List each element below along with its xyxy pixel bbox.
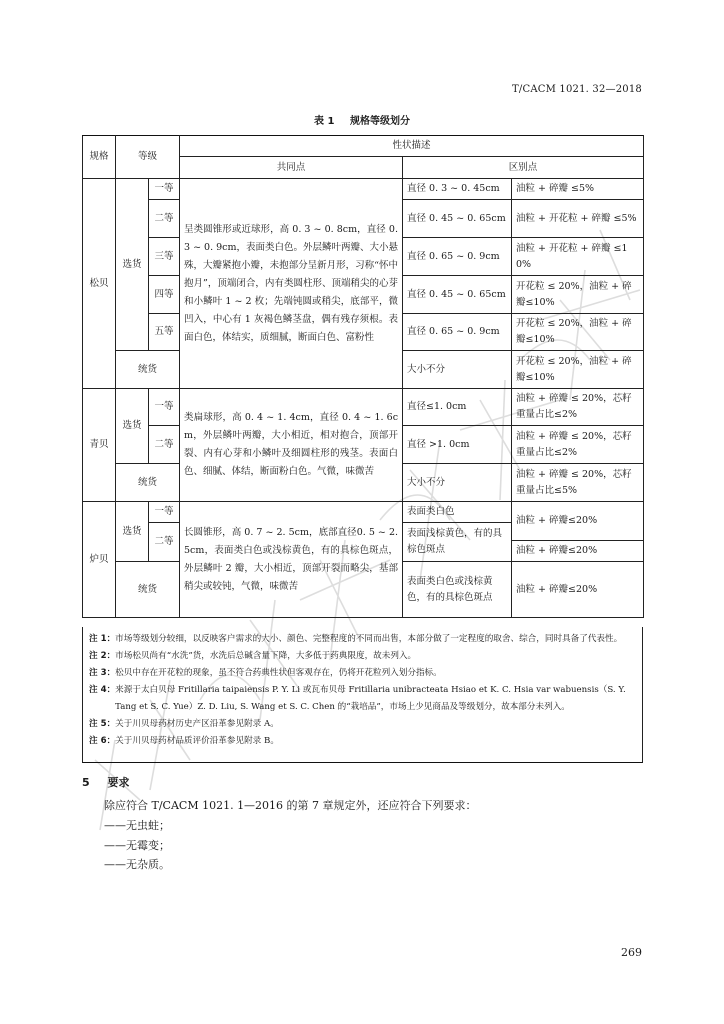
- requirement-item: ——无杂质。: [104, 858, 170, 871]
- grade-label: 二等: [149, 426, 180, 464]
- table-title: [0, 112, 724, 127]
- diameter-cell: 大小不分: [403, 351, 512, 389]
- spec-name-qingbei: 青贝: [83, 389, 116, 502]
- table-row: [83, 389, 644, 426]
- common-desc-qingbei: 类扁球形，高 0. 4 ~ 1. 4cm，直径 0. 4 ~ 1. 6cm，外层鳞叶两瓣，大小相近，相对抱合，顶部开裂、内有心芽和小鳞叶及细圆柱形的残茎。表面白色、细腻、体结，断面粉白色。气微，味微苦: [180, 389, 403, 502]
- diameter-cell: 直径 >1. 0cm: [403, 426, 512, 464]
- sub-selected: 选货: [116, 502, 149, 562]
- grade-label: 四等: [149, 276, 180, 314]
- grade-label: 三等: [149, 238, 180, 276]
- note-label: 注 2：: [89, 651, 116, 661]
- diameter-cell: 直径 0. 45 ~ 0. 65cm: [403, 200, 512, 238]
- note-text: 来源于太白贝母 Fritillaria taipaiensis P. Y. Li 或瓦布贝母 Fritillaria unibracteata Hsiao et K. C. Hsia var wabuensis（S. Y. Tang et S. C. Yue）Z. D. Liu, S. Wang et S. C. Chen 的“栽培品”，市场上少见商品及等级划分，故本部分未列入。: [115, 685, 626, 712]
- diameter-cell: 大小不分: [403, 464, 512, 502]
- note-text: 市场等级划分较细，以反映客户需求的大小、颜色、完整程度的不同而出售，本部分做了一定程度的取舍、综合，同时具备了代表性。: [115, 634, 623, 644]
- diameter-cell: 直径 0. 3 ~ 0. 45cm: [403, 179, 512, 200]
- header-grade: 等级: [116, 136, 180, 179]
- difference-cell: 油粒 + 碎瓣 ≤ 20%，芯籽重量占比≤2%: [512, 389, 644, 426]
- note-item: [89, 682, 636, 716]
- note-item: [89, 631, 636, 648]
- requirement-item: ——无虫蛀；: [104, 819, 170, 832]
- difference-cell: 开花粒 ≤ 20%，油粒 + 碎瓣≤10%: [512, 351, 644, 389]
- grade-table: [82, 135, 644, 618]
- section-intro: 除应符合 T/CACM 1021. 1—2016 的第 7 章规定外，还应符合下列要求：: [104, 799, 477, 812]
- grade-label: 二等: [149, 523, 180, 562]
- section-heading: [82, 774, 144, 790]
- note-label: 注 5：: [89, 719, 116, 729]
- diameter-cell: 表面类白色或浅棕黄色，有的具棕色斑点: [403, 562, 512, 618]
- difference-cell: 油粒 + 开花粒 + 碎瓣 ≤10%: [512, 238, 644, 276]
- header-spec: 规格: [83, 136, 116, 179]
- difference-cell: 油粒 + 碎瓣 ≤5%: [512, 179, 644, 200]
- difference-cell: 油粒 + 碎瓣≤20%: [512, 541, 644, 562]
- table-notes: [82, 627, 643, 763]
- grade-label: 二等: [149, 200, 180, 238]
- note-item: [89, 716, 636, 733]
- note-item: [89, 665, 636, 682]
- difference-cell: 油粒 + 碎瓣 ≤ 20%，芯籽重量占比≤2%: [512, 426, 644, 464]
- table-caption: 规格等级划分: [349, 116, 410, 127]
- grade-label: 一等: [149, 179, 180, 200]
- diameter-cell: 表面类白色: [403, 502, 512, 523]
- note-label: 注 6：: [89, 736, 116, 746]
- sub-bulk: 统货: [116, 464, 180, 502]
- document-code: T/CACM 1021. 32—2018: [512, 84, 642, 95]
- difference-cell: 开花粒 ≤ 20%，油粒 + 碎瓣≤10%: [512, 276, 644, 314]
- sub-bulk: 统货: [116, 351, 180, 389]
- note-label: 注 3：: [89, 668, 116, 678]
- header-traits: 性状描述: [180, 136, 644, 157]
- sub-bulk: 统货: [116, 562, 180, 618]
- note-label: 注 4：: [89, 685, 116, 695]
- difference-cell: 油粒 + 碎瓣≤20%: [512, 502, 644, 541]
- diameter-cell: 直径 0. 65 ~ 0. 9cm: [403, 314, 512, 351]
- grade-label: 一等: [149, 502, 180, 523]
- requirement-item: ——无霉变；: [104, 839, 170, 852]
- note-text: 市场松贝尚有“水洗”货，水洗后总碱含量下降，大多低于药典限度，故未列入。: [115, 651, 417, 661]
- note-text: 松贝中存在开花粒的现象，虽不符合药典性状但客观存在，仍将开花粒列入划分指标。: [115, 668, 442, 678]
- note-text: 关于川贝母药材历史产区沿革参见附录 A。: [115, 719, 279, 729]
- sub-selected: 选货: [116, 179, 149, 351]
- grade-label: 五等: [149, 314, 180, 351]
- difference-cell: 油粒 + 开花粒 + 碎瓣 ≤5%: [512, 200, 644, 238]
- sub-selected: 选货: [116, 389, 149, 464]
- difference-cell: 油粒 + 碎瓣 ≤ 20%，芯籽重量占比≤5%: [512, 464, 644, 502]
- grade-label: 一等: [149, 389, 180, 426]
- diameter-cell: 直径 0. 65 ~ 0. 9cm: [403, 238, 512, 276]
- spec-name-songbei: 松贝: [83, 179, 116, 389]
- section-number: 5: [82, 776, 90, 789]
- section-title: 要求: [107, 776, 130, 789]
- note-item: [89, 648, 636, 665]
- note-text: 关于川贝母药材品质评价沿革参见附录 B。: [115, 736, 279, 746]
- difference-cell: 油粒 + 碎瓣≤20%: [512, 562, 644, 618]
- difference-cell: 开花粒 ≤ 20%，油粒 + 碎瓣≤10%: [512, 314, 644, 351]
- note-label: 注 1：: [89, 634, 116, 644]
- header-difference: 区别点: [403, 157, 644, 179]
- spec-name-lubei: 炉贝: [83, 502, 116, 618]
- common-desc-songbei: 呈类圆锥形或近球形，高 0. 3 ~ 0. 8cm，直径 0. 3 ~ 0. 9cm，表面类白色。外层鳞叶两瓣、大小悬殊，大瓣紧抱小瓣，未抱部分呈新月形，习称“怀中抱月”，顶端闭合，内有类圆柱形、顶端稍尖的心芽和小鳞叶 1 ~ 2 枚；先端钝圆或稍尖，底部平，微凹入，中心有 1 灰褐色鳞茎盘，偶有残存须根。表面白色，体结实，质细腻，断面白色、富粉性: [180, 179, 403, 389]
- table-row: [83, 179, 644, 200]
- diameter-cell: 直径 0. 45 ~ 0. 65cm: [403, 276, 512, 314]
- diameter-cell: 直径≤1. 0cm: [403, 389, 512, 426]
- diameter-cell: 表面浅棕黄色，有的具棕色斑点: [403, 523, 512, 562]
- common-desc-lubei: 长圆锥形，高 0. 7 ~ 2. 5cm，底部直径0. 5 ~ 2. 5cm，表面类白色或浅棕黄色，有的具棕色斑点，外层鳞叶 2 瓣，大小相近，顶部开裂而略尖，基部稍尖或较钝，气微，味微苦: [180, 502, 403, 618]
- note-item: [89, 733, 636, 750]
- page-number: 269: [621, 946, 642, 959]
- header-common: 共同点: [180, 157, 403, 179]
- table-row: [83, 502, 644, 523]
- table-number: 表 1: [314, 116, 335, 127]
